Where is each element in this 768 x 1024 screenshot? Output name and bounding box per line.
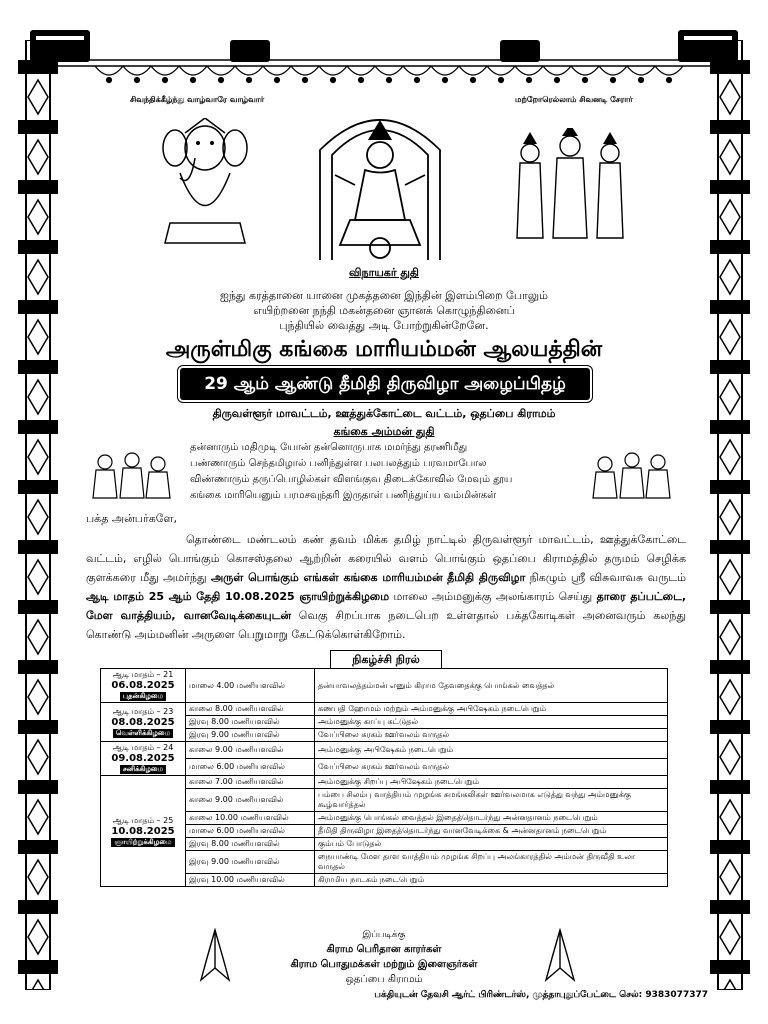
- event-description: வேப்பிலை கரகம் ஊர்வலம் வருதல்: [315, 729, 668, 742]
- garland-bead: [667, 78, 672, 83]
- garland-bead: [387, 78, 392, 83]
- paragraph-emphasis: ஆடி மாதம் 25 ஆம் தேதி 10.08.2025 ஞாயிற்றுக்கிழமை: [86, 590, 390, 603]
- tamil-month-date: ஆடி மாதம் – 25: [112, 815, 174, 825]
- event-description: அம்மனுக்கு காப்பு கட்டுதல்: [315, 716, 668, 729]
- day-cell: [101, 776, 186, 887]
- table-row: [101, 825, 668, 838]
- programme-title: நிகழ்ச்சி நிரல்: [330, 650, 442, 669]
- event-time: இரவு 8.00 மணியளவில்: [186, 838, 315, 851]
- mother-hymn-title: கங்கை அம்மன் துதி: [333, 425, 435, 438]
- garland-loop: [543, 66, 571, 75]
- event-time: காலை 10.00 மணியளவில்: [186, 812, 315, 825]
- pillar-band: [18, 780, 58, 794]
- event-description: கணபதி ஹோமம் மற்றும் அம்மனுக்கு அபிஷேகம் நடைபெறும்: [315, 703, 668, 716]
- garland-loop: [459, 66, 487, 75]
- pillar-diamond: [28, 860, 48, 894]
- pillar-diamond: [720, 200, 740, 234]
- pillar-diamond: [28, 680, 48, 714]
- garland-bead: [247, 78, 252, 83]
- hymn-line: பண்ணாரும் செந்தமிழால் பனிந்துள்ள பலபலத்தும் பரவமாபோல: [190, 458, 487, 469]
- day-cell: [101, 742, 186, 776]
- pillar-diamond: [28, 740, 48, 774]
- garland-bead: [443, 78, 448, 83]
- garland-bead: [471, 78, 476, 83]
- event-time: காலை 9.00 மணியளவில்: [186, 742, 315, 759]
- table-row: [101, 759, 668, 776]
- event-description: அம்மனுக்கு பொங்கல் வைத்தல் இதைத்தொடர்ந்து அன்னதானம் நடைபெறும்: [315, 812, 668, 825]
- event-time: காலை 9.00 மணியளவில்: [186, 789, 315, 812]
- pillar-diamond: [720, 740, 740, 774]
- calendar-date: 10.08.2025: [111, 825, 175, 837]
- pillar-diamond: [720, 80, 740, 114]
- pillar-band: [710, 540, 750, 554]
- event-description: கும்பம் போடுதல்: [315, 838, 668, 851]
- garland-bead: [303, 78, 308, 83]
- pillar-band: [710, 180, 750, 194]
- event-description: தன்யாவலத்தம்மன் எனும் கிராம தேவதைக்கு பொங்கல் வைத்தல்: [315, 669, 668, 703]
- event-time: இரவு 10.00 மணியளவில்: [186, 874, 315, 887]
- day-cell: [101, 703, 186, 742]
- pillar-band: [710, 720, 750, 734]
- hymn-line: தன்னாரும் மதிமுடி யோன் தன்னொருபாக மமர்ந்து தரணிமீது: [190, 442, 468, 453]
- paragraph-text: நிகழும் ஸ்ரீ விசுவாவசு வருடம்: [529, 571, 686, 584]
- pillar-diamond: [720, 140, 740, 174]
- pillar-band: [18, 540, 58, 554]
- pillar-band: [710, 120, 750, 134]
- weekday-badge: புதன்கிழமை: [120, 692, 166, 701]
- garland-loop: [655, 66, 683, 75]
- garland-loop: [627, 66, 655, 75]
- garland-bead: [611, 78, 616, 83]
- signoff-label: இப்படிக்கு: [362, 930, 406, 940]
- pillar-band: [18, 900, 58, 914]
- signoff-line: கிராம பெரிதான காரர்கள்: [326, 944, 442, 955]
- pillar-band: [710, 660, 750, 674]
- weekday-badge: வெள்ளிக்கிழமை: [113, 729, 173, 738]
- pillar-diamond: [28, 140, 48, 174]
- pillar-band: [18, 240, 58, 254]
- pillar-diamond: [28, 80, 48, 114]
- garland-bead: [191, 78, 196, 83]
- pillar-diamond: [720, 440, 740, 474]
- event-description: நையாண்டி மேள தாள வாத்தியம் முழங்க சிறப்பு அலங்காரத்தில் அம்மன் திருவீதி உலா வருதல்: [315, 851, 668, 874]
- pillar-band: [710, 60, 750, 74]
- location-line: திருவள்ளூர் மாவட்டம், ஊத்துக்கோட்டை வட்டம், ஒதப்பை கிராமம்: [212, 407, 556, 420]
- right-pillar-ornament: [700, 40, 760, 990]
- ganesha-illustration: [150, 118, 260, 248]
- pillar-band: [710, 480, 750, 494]
- invocation-title: விநாயகர் துதி: [349, 266, 419, 279]
- pillar-band: [18, 120, 58, 134]
- garland-loop: [515, 66, 543, 75]
- event-time: காலை 7.00 மணியளவில்: [186, 776, 315, 789]
- table-row: [101, 838, 668, 851]
- table-row: [101, 716, 668, 729]
- weekday-badge: சனிக்கிழமை: [120, 765, 166, 774]
- programme-table: [100, 660, 668, 887]
- paragraph-text: மாலை அம்மனுக்கு அலங்காரம் செய்து: [393, 590, 593, 603]
- pillar-band: [18, 840, 58, 854]
- invitation-paragraph: [86, 530, 686, 644]
- event-time: இரவு 8.00 மணியளவில்: [186, 716, 315, 729]
- pillar-band: [18, 600, 58, 614]
- pillar-diamond: [720, 560, 740, 594]
- calendar-date: 08.08.2025: [111, 716, 175, 728]
- greeting: பக்த அன்பர்களே,: [86, 512, 177, 525]
- pillar-diamond: [720, 800, 740, 834]
- event-description: கிராமிய நாடகம் நடைபெறும்: [315, 874, 668, 887]
- garland-loop: [235, 66, 263, 75]
- event-time: இரவு 9.00 மணியளவில்: [186, 729, 315, 742]
- event-time: மாலை 6.00 மணியளவில்: [186, 825, 315, 838]
- invocation-line: எயிற்றனை நந்தி மகன்தனை ஞானக் கொழுந்தினைப்: [253, 304, 515, 317]
- table-row: [101, 703, 668, 716]
- invocation-line: ஐந்து கரத்தானை யானை முகத்தனை இந்தின் இளம்பிறை போலும்: [220, 289, 548, 302]
- event-description: தீமிதி திருவிழா இதைத்தொடர்ந்து வானவேடிக்கை & அன்னதானம் நடைபெறும்: [315, 825, 668, 838]
- deity-trio-illustration: [505, 128, 635, 243]
- pillar-band: [710, 240, 750, 254]
- pillar-band: [18, 720, 58, 734]
- event-time: மாலை 6.00 மணியளவில்: [186, 759, 315, 776]
- paragraph-emphasis: தாரை தப்பட்டை, மேள வாத்தியம், வானவேடிக்கையுடன்: [86, 590, 687, 622]
- event-time: மாலை 4.00 மணியளவில்: [186, 669, 315, 703]
- garland-bead: [415, 78, 420, 83]
- paragraph-emphasis: அருள் பொங்கும் எங்கள் கங்கை மாரியம்மன்: [210, 571, 443, 584]
- pillar-band: [710, 600, 750, 614]
- garland-loop: [151, 66, 179, 75]
- hymn-line: விண்ணாரும் தருப்பொழில்கள் விளங்குவ திடைக்கோவில் மேவும் தூய: [190, 474, 513, 485]
- pillar-band: [710, 900, 750, 914]
- paragraph-text: வெகு சிறப்பாக நடைபெற உள்ளதால் பக்தகோடிகள் அனைவரும் கலந்து கொண்டு அம்மனின் அருளை பெறுமாறு கேட்டுக்கொள்கிறோம்.: [86, 609, 687, 641]
- garland-loop: [403, 66, 431, 75]
- devotees-left-illustration: [90, 450, 175, 500]
- garland-loop: [431, 66, 459, 75]
- devotees-right-illustration: [590, 450, 675, 500]
- day-cell: [101, 669, 186, 703]
- pillar-diamond: [720, 620, 740, 654]
- table-row: [101, 776, 668, 789]
- garland-bead: [331, 78, 336, 83]
- pillar-band: [18, 60, 58, 74]
- event-description: வேப்பிலை கரகம் ஊர்வலம் வருதல்: [315, 759, 668, 776]
- pillar-diamond: [28, 500, 48, 534]
- event-time: இரவு 9.00 மணியளவில்: [186, 851, 315, 874]
- signoff-line: ஒதப்பை கிராமம்: [345, 974, 423, 985]
- garland-loop: [599, 66, 627, 75]
- pillar-diamond: [720, 860, 740, 894]
- printer-credit: பக்தியுடன் தேவசி ஆர்ட் பிரிண்டர்ஸ், முத்தாபுதுப்பேட்டை செல்: 9383077377: [374, 990, 708, 1000]
- pillar-diamond: [28, 800, 48, 834]
- pillar-band: [18, 480, 58, 494]
- garland-bead: [639, 78, 644, 83]
- event-description: அம்மனுக்கு அபிஷேகம் நடைபெறும்: [315, 742, 668, 759]
- garland-loop: [375, 66, 403, 75]
- invocation-line: புந்தியில் வைத்து அடி போற்றுகின்றேனே.: [279, 319, 489, 332]
- garland-loop: [571, 66, 599, 75]
- pillar-band: [710, 780, 750, 794]
- pillar-diamond: [28, 620, 48, 654]
- table-row: [101, 851, 668, 874]
- table-row: [101, 874, 668, 887]
- pillar-diamond: [720, 500, 740, 534]
- hymn-line: கங்கை மாரியெனும் பரமசவுந்தரி இருதாள் பணிந்துய்ய வம்மின்கள்: [190, 490, 497, 501]
- tamil-month-date: ஆடி மாதம் – 21: [112, 670, 174, 679]
- pillar-band: [18, 660, 58, 674]
- weekday-badge: ஞாயிற்றுக்கிழமை: [111, 838, 174, 847]
- garland-bead: [163, 78, 168, 83]
- garland-bead: [359, 78, 364, 83]
- calendar-date: 09.08.2025: [111, 753, 175, 764]
- table-row: [101, 789, 668, 812]
- festival-invitation-banner: 29 ஆம் ஆண்டு தீமிதி திருவிழா அழைப்பிதழ்: [180, 368, 590, 400]
- goddess-illustration: [310, 100, 450, 265]
- garland-loop: [95, 66, 123, 75]
- pillar-band: [710, 840, 750, 854]
- garland-bead: [219, 78, 224, 83]
- event-time: காலை 8.00 மணியளவில்: [186, 703, 315, 716]
- garland-bead: [135, 78, 140, 83]
- table-row: [101, 742, 668, 759]
- table-row: [101, 669, 668, 703]
- tamil-month-date: ஆடி மாதம் – 24: [112, 743, 174, 752]
- pillar-diamond: [28, 440, 48, 474]
- garland-loop: [487, 66, 515, 75]
- garland-loop: [347, 66, 375, 75]
- pillar-band: [18, 180, 58, 194]
- top-left-saying: சிவந்திக்கீழ்ந்து வாழ்வாரே வாழ்வார்: [130, 95, 265, 104]
- garland-loop: [263, 66, 291, 75]
- garland-loop: [319, 66, 347, 75]
- garland-loop: [179, 66, 207, 75]
- decorative-top-frame: [0, 0, 768, 110]
- paragraph-emphasis: தீமிதி திருவிழா: [447, 571, 526, 584]
- pillar-diamond: [720, 680, 740, 714]
- table-row: [101, 812, 668, 825]
- table-row: [101, 729, 668, 742]
- garland-bead: [527, 78, 532, 83]
- garland-bead: [275, 78, 280, 83]
- pillar-diamond: [28, 560, 48, 594]
- event-description: அம்மனுக்கு சிறப்பு அபிஷேகம் நடைபெறும்: [315, 776, 668, 789]
- paragraph-text: தொண்டை மண்டலம் கண் தவம் மிக்க தமிழ் நாட்டில் திருவள்ளூர் மாவட்டம், ஊத்துக்கோட்டை வட்டம், எழில் பொங்கும் கொசஸ்தலை ஆற்றின் கரையில் வளம் பொங்கும் ஒதப்பை கிராமத்தில் தருமம் செழிக்க குளக்கரை மீது அமர்ந்து: [86, 533, 686, 584]
- pillar-diamond: [28, 200, 48, 234]
- calendar-date: 06.08.2025: [111, 680, 175, 691]
- temple-title: அருள்மிகு கங்கை மாரியம்மன் ஆலயத்தின்: [165, 336, 603, 362]
- garland-loop: [207, 66, 235, 75]
- garland-bead: [583, 78, 588, 83]
- garland-bead: [499, 78, 504, 83]
- tamil-month-date: ஆடி மாதம் – 23: [112, 706, 174, 716]
- top-right-saying: மற்றோரெல்லாம் சிவனடி சேரார்: [515, 95, 633, 104]
- garland-bead: [107, 78, 112, 83]
- garland-loop: [123, 66, 151, 75]
- event-description: பம்பை சிலம்பு வாத்தியம் முழங்க சுமங்கலிகள் ஊர்வலமாக எடுத்து வந்து அம்மனுக்கு கூழ்வார்த்தல்: [315, 789, 668, 812]
- garland-bead: [555, 78, 560, 83]
- garland-loop: [291, 66, 319, 75]
- signoff-line: கிராம பொதுமக்கள் மற்றும் இளைஞர்கள்: [290, 959, 478, 970]
- left-pillar-ornament: [8, 40, 68, 990]
